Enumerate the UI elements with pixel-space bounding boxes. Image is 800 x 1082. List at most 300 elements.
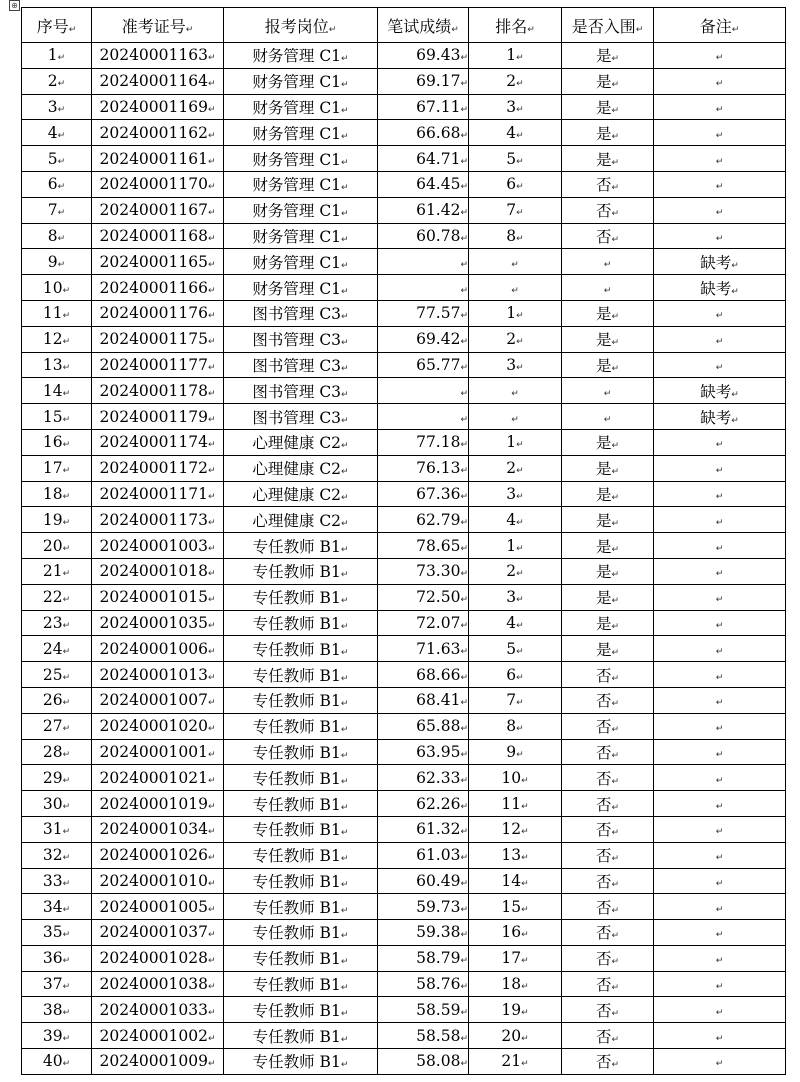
cell-no-text: 24 [42, 639, 63, 658]
cell-exam-id [92, 791, 224, 817]
paragraph-mark-icon: ↵ [340, 1008, 349, 1019]
paragraph-mark-icon: ↵ [715, 982, 724, 993]
cell-post-text: 专任教师 B1 [252, 614, 341, 633]
cell-score-text: 65.88 [416, 717, 461, 736]
cell-qualified [562, 1049, 654, 1075]
cell-no [22, 429, 92, 455]
cell-exam-id [92, 404, 224, 430]
paragraph-mark-icon: ↵ [62, 775, 71, 786]
cell-post [224, 146, 378, 172]
cell-no [22, 249, 92, 275]
cell-qualified-text: 否 [595, 769, 612, 788]
cell-post [224, 713, 378, 739]
cell-post-text: 专任教师 B1 [252, 692, 341, 711]
cell-no-text: 35 [42, 923, 63, 942]
paragraph-mark-icon: ↵ [62, 749, 71, 760]
cell-qualified-text: 否 [595, 847, 612, 866]
cell-no-text: 8 [47, 226, 58, 245]
cell-exam-id [92, 713, 224, 739]
paragraph-mark-icon: ↵ [460, 156, 468, 167]
col-header-post: 报考岗位↵ [224, 8, 378, 43]
cell-qualified [562, 94, 654, 120]
cell-post [224, 429, 378, 455]
cell-exam-id [92, 842, 224, 868]
cell-post [224, 610, 378, 636]
cell-post-text: 心理健康 C2 [252, 511, 342, 530]
paragraph-mark-icon: ↵ [521, 930, 529, 941]
cell-post-text: 专任教师 B1 [252, 1001, 341, 1020]
cell-post-text: 财务管理 C1 [252, 279, 342, 298]
cell-no-text: 38 [42, 1000, 63, 1019]
paragraph-mark-icon: ↵ [715, 930, 724, 941]
cell-post-text: 专任教师 B1 [252, 589, 341, 608]
cell-exam-id [92, 326, 224, 352]
table-row [22, 868, 786, 894]
table-row [22, 739, 786, 765]
cell-rank [469, 662, 562, 688]
cell-note [654, 945, 786, 971]
paragraph-mark-icon: ↵ [460, 440, 468, 451]
table-row [22, 687, 786, 713]
cell-note [654, 894, 786, 920]
cell-score [378, 791, 469, 817]
cell-qualified [562, 481, 654, 507]
cell-post [224, 120, 378, 146]
cell-rank-text: 15 [501, 897, 522, 916]
cell-note [654, 481, 786, 507]
paragraph-mark-icon: ↵ [611, 441, 620, 452]
cell-note [654, 1049, 786, 1075]
cell-qualified [562, 662, 654, 688]
paragraph-mark-icon: ↵ [62, 1007, 71, 1018]
table-row [22, 120, 786, 146]
paragraph-mark-icon: ↵ [460, 827, 468, 838]
table-row [22, 894, 786, 920]
paragraph-mark-icon: ↵ [715, 956, 724, 967]
paragraph-mark-icon: ↵ [341, 54, 349, 65]
cell-score [378, 997, 469, 1023]
cell-post-text: 专任教师 B1 [252, 718, 341, 737]
paragraph-mark-icon: ↵ [715, 130, 724, 141]
cell-score [378, 43, 469, 69]
paragraph-mark-icon: ↵ [611, 1008, 620, 1019]
cell-post [224, 816, 378, 842]
cell-rank-text: 17 [501, 949, 522, 968]
cell-rank [469, 326, 562, 352]
cell-no-text: 27 [42, 717, 63, 736]
cell-rank-text: 3 [506, 97, 517, 116]
table-row [22, 533, 786, 559]
paragraph-mark-icon: ↵ [207, 466, 216, 477]
paragraph-mark-icon: ↵ [340, 983, 349, 994]
cell-no-text: 20 [42, 536, 63, 555]
cell-exam-id-text: 20240001162 [99, 123, 208, 142]
paragraph-mark-icon: ↵ [511, 414, 519, 425]
paragraph-mark-icon: ↵ [715, 156, 724, 167]
paragraph-mark-icon: ↵ [341, 389, 349, 400]
paragraph-mark-icon: ↵ [715, 801, 724, 812]
paragraph-mark-icon: ↵ [611, 1060, 620, 1071]
cell-note [654, 739, 786, 765]
cell-rank [469, 378, 562, 404]
paragraph-mark-icon: ↵ [715, 362, 724, 373]
paragraph-mark-icon: ↵ [341, 105, 349, 116]
cell-note [654, 275, 786, 301]
cell-no [22, 481, 92, 507]
cell-no [22, 404, 92, 430]
paragraph-mark-icon: ↵ [611, 776, 620, 787]
paragraph-mark-icon: ↵ [611, 157, 620, 168]
cell-qualified-text: 否 [595, 692, 612, 711]
paragraph-mark-icon: ↵ [715, 491, 724, 502]
cell-rank [469, 971, 562, 997]
cell-no-text: 7 [47, 201, 58, 220]
paragraph-mark-icon: ↵ [62, 930, 71, 941]
cell-no-text: 31 [42, 820, 63, 839]
cell-rank-text: 21 [501, 1052, 522, 1071]
cell-note [654, 558, 786, 584]
paragraph-mark-icon: ↵ [611, 544, 620, 555]
paragraph-mark-icon: ↵ [611, 802, 620, 813]
cell-rank-text: 4 [506, 123, 517, 142]
paragraph-mark-icon: ↵ [340, 776, 349, 787]
cell-note [654, 687, 786, 713]
cell-no-text: 39 [42, 1026, 63, 1045]
paragraph-mark-icon: ↵ [460, 749, 468, 760]
cell-exam-id [92, 120, 224, 146]
paragraph-mark-icon: ↵ [57, 130, 66, 141]
table-row [22, 197, 786, 223]
cell-no-text: 37 [42, 975, 63, 994]
cell-score-text: 77.18 [416, 433, 461, 452]
cell-exam-id-text: 20240001007 [99, 691, 208, 710]
table-row [22, 68, 786, 94]
paragraph-mark-icon: ↵ [715, 337, 724, 348]
paragraph-mark-icon: ↵ [611, 854, 620, 865]
paragraph-mark-icon: ↵ [62, 595, 71, 606]
cell-qualified [562, 945, 654, 971]
cell-no [22, 378, 92, 404]
paragraph-mark-icon: ↵ [207, 620, 216, 631]
paragraph-mark-icon: ↵ [185, 24, 194, 35]
cell-no-text: 33 [42, 871, 63, 890]
cell-qualified-text: 是 [595, 331, 612, 350]
paragraph-mark-icon: ↵ [611, 570, 620, 581]
cell-score [378, 816, 469, 842]
cell-rank [469, 997, 562, 1023]
paragraph-mark-icon: ↵ [62, 904, 71, 915]
paragraph-mark-icon: ↵ [460, 672, 468, 683]
paragraph-mark-icon: ↵ [207, 646, 216, 657]
paragraph-mark-icon: ↵ [611, 80, 620, 91]
cell-score [378, 352, 469, 378]
paragraph-mark-icon: ↵ [715, 853, 724, 864]
cell-qualified [562, 300, 654, 326]
cell-qualified-text: 是 [595, 73, 612, 92]
table-row [22, 1049, 786, 1075]
paragraph-mark-icon: ↵ [62, 827, 71, 838]
paragraph-mark-icon: ↵ [516, 156, 524, 167]
cell-qualified-text: 否 [595, 1001, 612, 1020]
paragraph-mark-icon: ↵ [341, 234, 349, 245]
cell-exam-id-text: 20240001175 [99, 330, 208, 349]
paragraph-mark-icon: ↵ [516, 233, 524, 244]
cell-score-text: 62.79 [416, 510, 461, 529]
cell-score-text: 69.17 [416, 72, 461, 91]
cell-no [22, 894, 92, 920]
cell-score-text: 58.76 [416, 975, 461, 994]
cell-exam-id-text: 20240001037 [99, 923, 208, 942]
cell-qualified [562, 816, 654, 842]
paragraph-mark-icon: ↵ [715, 1007, 724, 1018]
table-row [22, 997, 786, 1023]
paragraph-mark-icon: ↵ [611, 931, 620, 942]
paragraph-mark-icon: ↵ [516, 440, 524, 451]
cell-note [654, 920, 786, 946]
cell-qualified [562, 842, 654, 868]
cell-no-text: 9 [47, 252, 58, 271]
paragraph-mark-icon: ↵ [207, 259, 216, 270]
cell-no [22, 584, 92, 610]
cell-exam-id [92, 894, 224, 920]
cell-post-text: 财务管理 C1 [252, 176, 342, 195]
cell-no-text: 16 [42, 433, 63, 452]
cell-exam-id-text: 20240001164 [99, 72, 208, 91]
cell-rank-text: 3 [506, 355, 517, 374]
paragraph-mark-icon: ↵ [340, 699, 349, 710]
cell-no [22, 94, 92, 120]
col-header-qualified: 是否入围↵ [562, 8, 654, 43]
cell-rank-text: 2 [506, 72, 517, 91]
cell-exam-id [92, 558, 224, 584]
cell-exam-id-text: 20240001163 [99, 46, 208, 65]
cell-note [654, 971, 786, 997]
paragraph-mark-icon: ↵ [521, 904, 529, 915]
cell-post-text: 专任教师 B1 [252, 898, 341, 917]
paragraph-mark-icon: ↵ [611, 957, 620, 968]
paragraph-mark-icon: ↵ [611, 750, 620, 761]
paragraph-mark-icon: ↵ [68, 24, 77, 35]
cell-rank [469, 739, 562, 765]
paragraph-mark-icon: ↵ [516, 311, 524, 322]
cell-exam-id [92, 765, 224, 791]
cell-qualified [562, 197, 654, 223]
cell-score-text: 73.30 [416, 562, 461, 581]
cell-rank [469, 816, 562, 842]
paragraph-mark-icon: ↵ [207, 337, 216, 348]
cell-post [224, 352, 378, 378]
cell-score [378, 429, 469, 455]
cell-note-text: 缺考 [700, 279, 732, 298]
cell-rank [469, 68, 562, 94]
table-move-handle-icon[interactable]: ⊕ [9, 0, 20, 11]
cell-exam-id-text: 20240001171 [99, 484, 208, 503]
cell-rank-text: 5 [506, 639, 517, 658]
table-row [22, 920, 786, 946]
cell-no [22, 507, 92, 533]
cell-post-text: 财务管理 C1 [252, 253, 342, 272]
cell-qualified [562, 713, 654, 739]
cell-rank [469, 275, 562, 301]
cell-score [378, 558, 469, 584]
cell-qualified [562, 326, 654, 352]
paragraph-mark-icon: ↵ [207, 53, 216, 64]
paragraph-mark-icon: ↵ [341, 363, 349, 374]
paragraph-mark-icon: ↵ [341, 441, 349, 452]
cell-rank-text: 4 [506, 510, 517, 529]
cell-exam-id-text: 20240001173 [99, 510, 208, 529]
paragraph-mark-icon: ↵ [516, 182, 524, 193]
paragraph-mark-icon: ↵ [715, 646, 724, 657]
cell-post [224, 171, 378, 197]
paragraph-mark-icon: ↵ [527, 24, 535, 35]
col-header-exam-id: 准考证号↵ [92, 8, 224, 43]
paragraph-mark-icon: ↵ [57, 208, 66, 219]
paragraph-mark-icon: ↵ [340, 673, 349, 684]
cell-score [378, 326, 469, 352]
cell-qualified-text: 是 [595, 356, 612, 375]
cell-note [654, 171, 786, 197]
cell-note [654, 120, 786, 146]
cell-score-text: 58.08 [416, 1052, 461, 1071]
cell-rank-text: 19 [501, 1000, 522, 1019]
cell-rank-text: 13 [501, 846, 522, 865]
paragraph-mark-icon: ↵ [340, 1060, 349, 1071]
cell-score-text: 68.41 [416, 691, 461, 710]
cell-rank [469, 920, 562, 946]
paragraph-mark-icon: ↵ [460, 104, 468, 115]
cell-qualified-text: 否 [595, 924, 612, 943]
paragraph-mark-icon: ↵ [341, 518, 349, 529]
paragraph-mark-icon: ↵ [603, 259, 612, 270]
cell-score-text: 67.36 [416, 484, 461, 503]
paragraph-mark-icon: ↵ [207, 517, 216, 528]
cell-qualified-text: 否 [595, 743, 612, 762]
paragraph-mark-icon: ↵ [715, 904, 724, 915]
cell-post [224, 945, 378, 971]
cell-rank-text: 7 [506, 691, 517, 710]
cell-exam-id-text: 20240001167 [99, 201, 208, 220]
paragraph-mark-icon: ↵ [715, 233, 724, 244]
cell-no [22, 352, 92, 378]
cell-exam-id-text: 20240001177 [99, 355, 208, 374]
paragraph-mark-icon: ↵ [516, 569, 524, 580]
paragraph-mark-icon: ↵ [460, 285, 468, 296]
cell-rank [469, 533, 562, 559]
cell-post-text: 专任教师 B1 [252, 821, 341, 840]
cell-post-text: 图书管理 C3 [252, 382, 342, 401]
paragraph-mark-icon: ↵ [340, 570, 349, 581]
paragraph-mark-icon: ↵ [57, 259, 66, 270]
paragraph-mark-icon: ↵ [62, 311, 71, 322]
cell-post [224, 326, 378, 352]
paragraph-mark-icon: ↵ [207, 1059, 216, 1070]
cell-qualified [562, 687, 654, 713]
results-table [21, 7, 786, 1075]
paragraph-mark-icon: ↵ [57, 53, 66, 64]
cell-qualified [562, 429, 654, 455]
paragraph-mark-icon: ↵ [341, 286, 349, 297]
paragraph-mark-icon: ↵ [62, 543, 71, 554]
cell-qualified [562, 739, 654, 765]
cell-note-text: 缺考 [700, 253, 732, 272]
col-header-note: 备注↵ [654, 8, 786, 43]
cell-exam-id-text: 20240001176 [99, 304, 208, 323]
cell-post-text: 心理健康 C2 [252, 460, 342, 479]
cell-post [224, 507, 378, 533]
cell-exam-id-text: 20240001018 [99, 562, 208, 581]
paragraph-mark-icon: ↵ [460, 620, 468, 631]
paragraph-mark-icon: ↵ [611, 518, 620, 529]
cell-no-text: 2 [47, 72, 58, 91]
cell-no-text: 15 [42, 407, 63, 426]
cell-qualified-text: 是 [595, 47, 612, 66]
paragraph-mark-icon: ↵ [511, 259, 519, 270]
paragraph-mark-icon: ↵ [516, 208, 524, 219]
cell-exam-id [92, 352, 224, 378]
cell-post [224, 920, 378, 946]
cell-no-text: 23 [42, 613, 63, 632]
paragraph-mark-icon: ↵ [731, 24, 740, 35]
cell-score-text: 71.63 [416, 639, 461, 658]
cell-note [654, 43, 786, 69]
cell-rank [469, 558, 562, 584]
paragraph-mark-icon: ↵ [715, 79, 724, 90]
paragraph-mark-icon: ↵ [62, 285, 71, 296]
cell-post [224, 868, 378, 894]
cell-exam-id [92, 997, 224, 1023]
cell-qualified-text: 是 [595, 485, 612, 504]
paragraph-mark-icon: ↵ [460, 982, 468, 993]
cell-no [22, 868, 92, 894]
cell-rank-text: 5 [506, 149, 517, 168]
cell-rank [469, 713, 562, 739]
cell-exam-id-text: 20240001033 [99, 1000, 208, 1019]
paragraph-mark-icon: ↵ [340, 544, 349, 555]
paragraph-mark-icon: ↵ [207, 982, 216, 993]
cell-no [22, 1023, 92, 1049]
cell-qualified-text: 否 [595, 950, 612, 969]
paragraph-mark-icon: ↵ [516, 724, 524, 735]
paragraph-mark-icon: ↵ [715, 1059, 724, 1070]
cell-no [22, 971, 92, 997]
cell-post [224, 558, 378, 584]
paragraph-mark-icon: ↵ [341, 260, 349, 271]
cell-exam-id-text: 20240001169 [99, 97, 208, 116]
cell-qualified [562, 455, 654, 481]
cell-post [224, 249, 378, 275]
paragraph-mark-icon: ↵ [611, 1034, 620, 1045]
cell-exam-id-text: 20240001006 [99, 639, 208, 658]
cell-note [654, 868, 786, 894]
cell-rank-text: 1 [506, 536, 517, 555]
paragraph-mark-icon: ↵ [57, 79, 66, 90]
cell-note [654, 429, 786, 455]
cell-score [378, 481, 469, 507]
cell-no-text: 30 [42, 794, 63, 813]
cell-qualified-text: 否 [595, 176, 612, 195]
paragraph-mark-icon: ↵ [460, 1033, 468, 1044]
cell-rank-text: 2 [506, 562, 517, 581]
cell-post-text: 专任教师 B1 [252, 795, 341, 814]
paragraph-mark-icon: ↵ [715, 517, 724, 528]
cell-exam-id [92, 920, 224, 946]
cell-post [224, 68, 378, 94]
cell-no [22, 765, 92, 791]
cell-score [378, 197, 469, 223]
paragraph-mark-icon: ↵ [460, 491, 468, 502]
paragraph-mark-icon: ↵ [62, 878, 71, 889]
